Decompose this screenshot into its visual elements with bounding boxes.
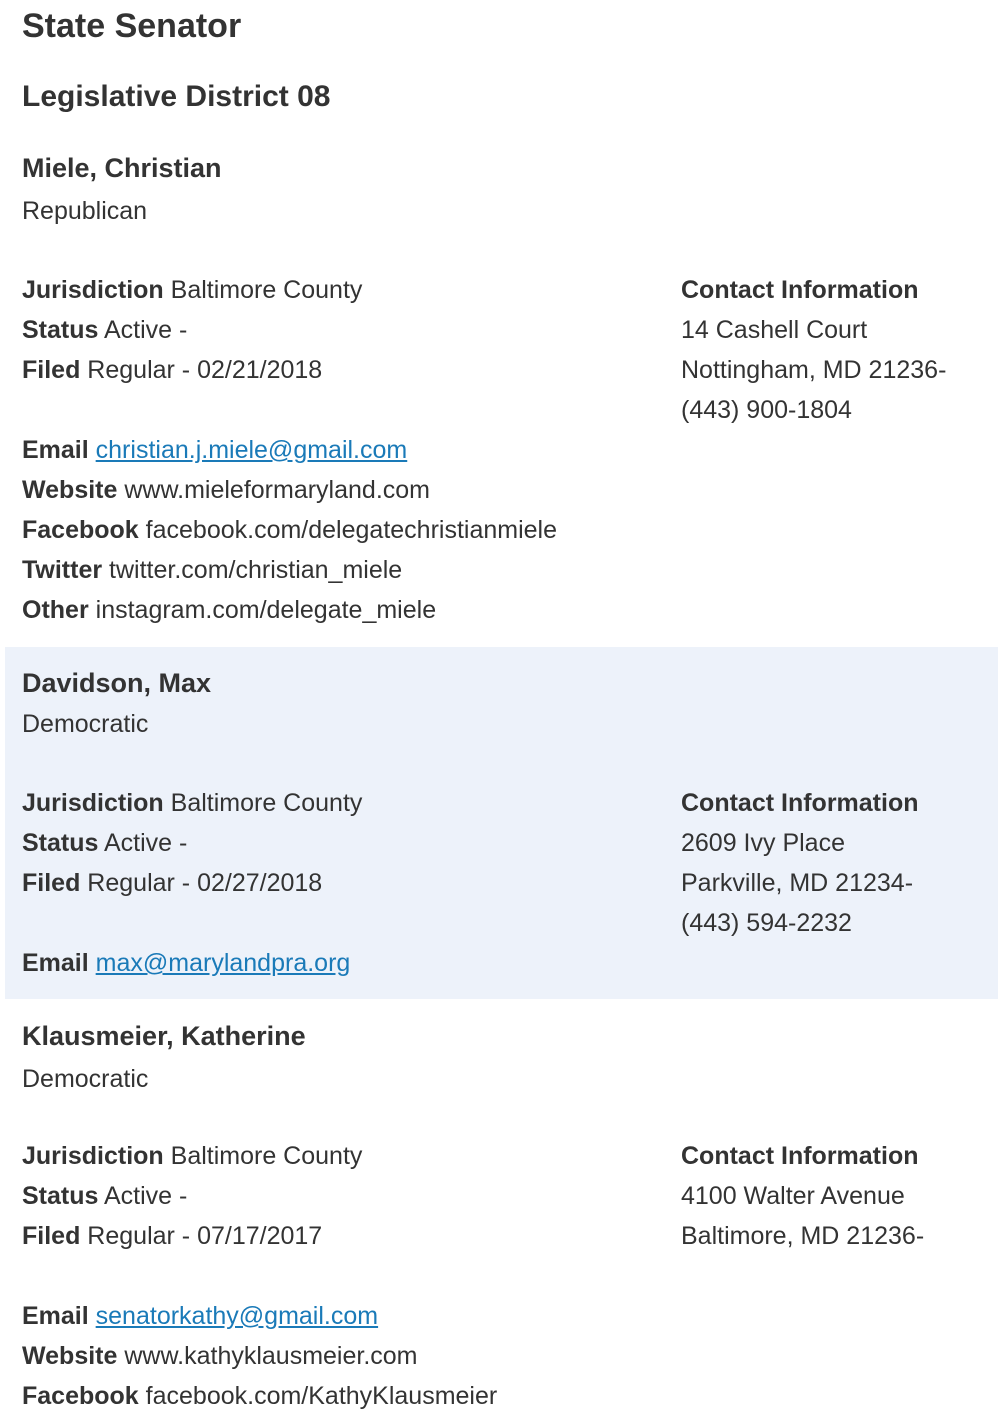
status-label: Status xyxy=(22,829,99,857)
candidate-name: Miele, Christian xyxy=(22,153,222,183)
jurisdiction-value: Baltimore County xyxy=(170,1142,363,1170)
filed-row xyxy=(22,863,662,903)
website-value: www.kathyklausmeier.com xyxy=(124,1342,418,1370)
candidate-party: Democratic xyxy=(22,1065,149,1093)
filed-row xyxy=(22,350,662,390)
jurisdiction-label: Jurisdiction xyxy=(22,276,164,304)
candidate-party: Democratic xyxy=(22,710,149,738)
facebook-row xyxy=(22,510,662,550)
filed-label: Filed xyxy=(22,1222,81,1250)
filed-row xyxy=(22,1216,662,1256)
contact-information xyxy=(681,1136,991,1256)
email-row xyxy=(22,1296,662,1336)
filed-value: Regular - 02/27/2018 xyxy=(87,869,323,897)
facebook-label: Facebook xyxy=(22,516,139,544)
status-label: Status xyxy=(22,316,99,344)
district-heading: Legislative District 08 xyxy=(22,80,331,113)
status-row xyxy=(22,310,662,350)
status-label: Status xyxy=(22,1182,99,1210)
email-link[interactable]: max@marylandpra.org xyxy=(95,949,351,977)
candidate-party: Republican xyxy=(22,197,148,225)
address-line2: Nottingham, MD 21236- xyxy=(681,356,947,384)
candidate-details xyxy=(22,783,662,983)
filed-label: Filed xyxy=(22,869,81,897)
twitter-label: Twitter xyxy=(22,556,103,584)
candidate-card xyxy=(5,647,998,999)
status-value: Active - xyxy=(103,829,188,857)
candidate-details xyxy=(22,270,662,630)
address-line1: 14 Cashell Court xyxy=(681,316,868,344)
jurisdiction-row xyxy=(22,1136,662,1176)
candidate-name: Klausmeier, Katherine xyxy=(22,1021,306,1051)
candidate-card xyxy=(5,148,998,646)
candidate-name: Davidson, Max xyxy=(22,668,212,698)
website-row xyxy=(22,1336,662,1376)
phone-number: (443) 900-1804 xyxy=(681,396,852,424)
address-line1: 2609 Ivy Place xyxy=(681,829,845,857)
filed-value: Regular - 07/17/2017 xyxy=(87,1222,323,1250)
other-label: Other xyxy=(22,596,89,624)
website-label: Website xyxy=(22,476,118,504)
contact-heading: Contact Information xyxy=(681,789,919,817)
phone-number: (443) 594-2232 xyxy=(681,909,852,937)
email-label: Email xyxy=(22,436,89,464)
twitter-row xyxy=(22,550,662,590)
filed-label: Filed xyxy=(22,356,81,384)
candidate-card xyxy=(5,1014,998,1426)
email-label: Email xyxy=(22,949,89,977)
facebook-row xyxy=(22,1376,662,1416)
status-value: Active - xyxy=(103,1182,188,1210)
contact-information xyxy=(681,783,991,943)
contact-information xyxy=(681,270,991,430)
other-value: instagram.com/delegate_miele xyxy=(95,596,437,624)
email-row xyxy=(22,430,662,470)
facebook-value: facebook.com/KathyKlausmeier xyxy=(145,1382,498,1410)
website-label: Website xyxy=(22,1342,118,1370)
other-row xyxy=(22,590,662,630)
jurisdiction-value: Baltimore County xyxy=(170,276,363,304)
address-line1: 4100 Walter Avenue xyxy=(681,1182,905,1210)
facebook-value: facebook.com/delegatechristianmiele xyxy=(145,516,557,544)
website-row xyxy=(22,470,662,510)
status-row xyxy=(22,1176,662,1216)
jurisdiction-row xyxy=(22,270,662,310)
address-line2: Baltimore, MD 21236- xyxy=(681,1222,925,1250)
filed-value: Regular - 02/21/2018 xyxy=(87,356,323,384)
jurisdiction-label: Jurisdiction xyxy=(22,789,164,817)
facebook-label: Facebook xyxy=(22,1382,139,1410)
jurisdiction-value: Baltimore County xyxy=(170,789,363,817)
email-link[interactable]: christian.j.miele@gmail.com xyxy=(95,436,408,464)
address-line2: Parkville, MD 21234- xyxy=(681,869,914,897)
email-row xyxy=(22,943,662,983)
page-title: State Senator xyxy=(22,7,242,45)
twitter-value: twitter.com/christian_miele xyxy=(109,556,403,584)
candidate-details xyxy=(22,1136,662,1416)
website-value: www.mieleformaryland.com xyxy=(124,476,430,504)
jurisdiction-row xyxy=(22,783,662,823)
email-link[interactable]: senatorkathy@gmail.com xyxy=(95,1302,379,1330)
contact-heading: Contact Information xyxy=(681,1142,919,1170)
status-row xyxy=(22,823,662,863)
jurisdiction-label: Jurisdiction xyxy=(22,1142,164,1170)
email-label: Email xyxy=(22,1302,89,1330)
contact-heading: Contact Information xyxy=(681,276,919,304)
status-value: Active - xyxy=(103,316,188,344)
